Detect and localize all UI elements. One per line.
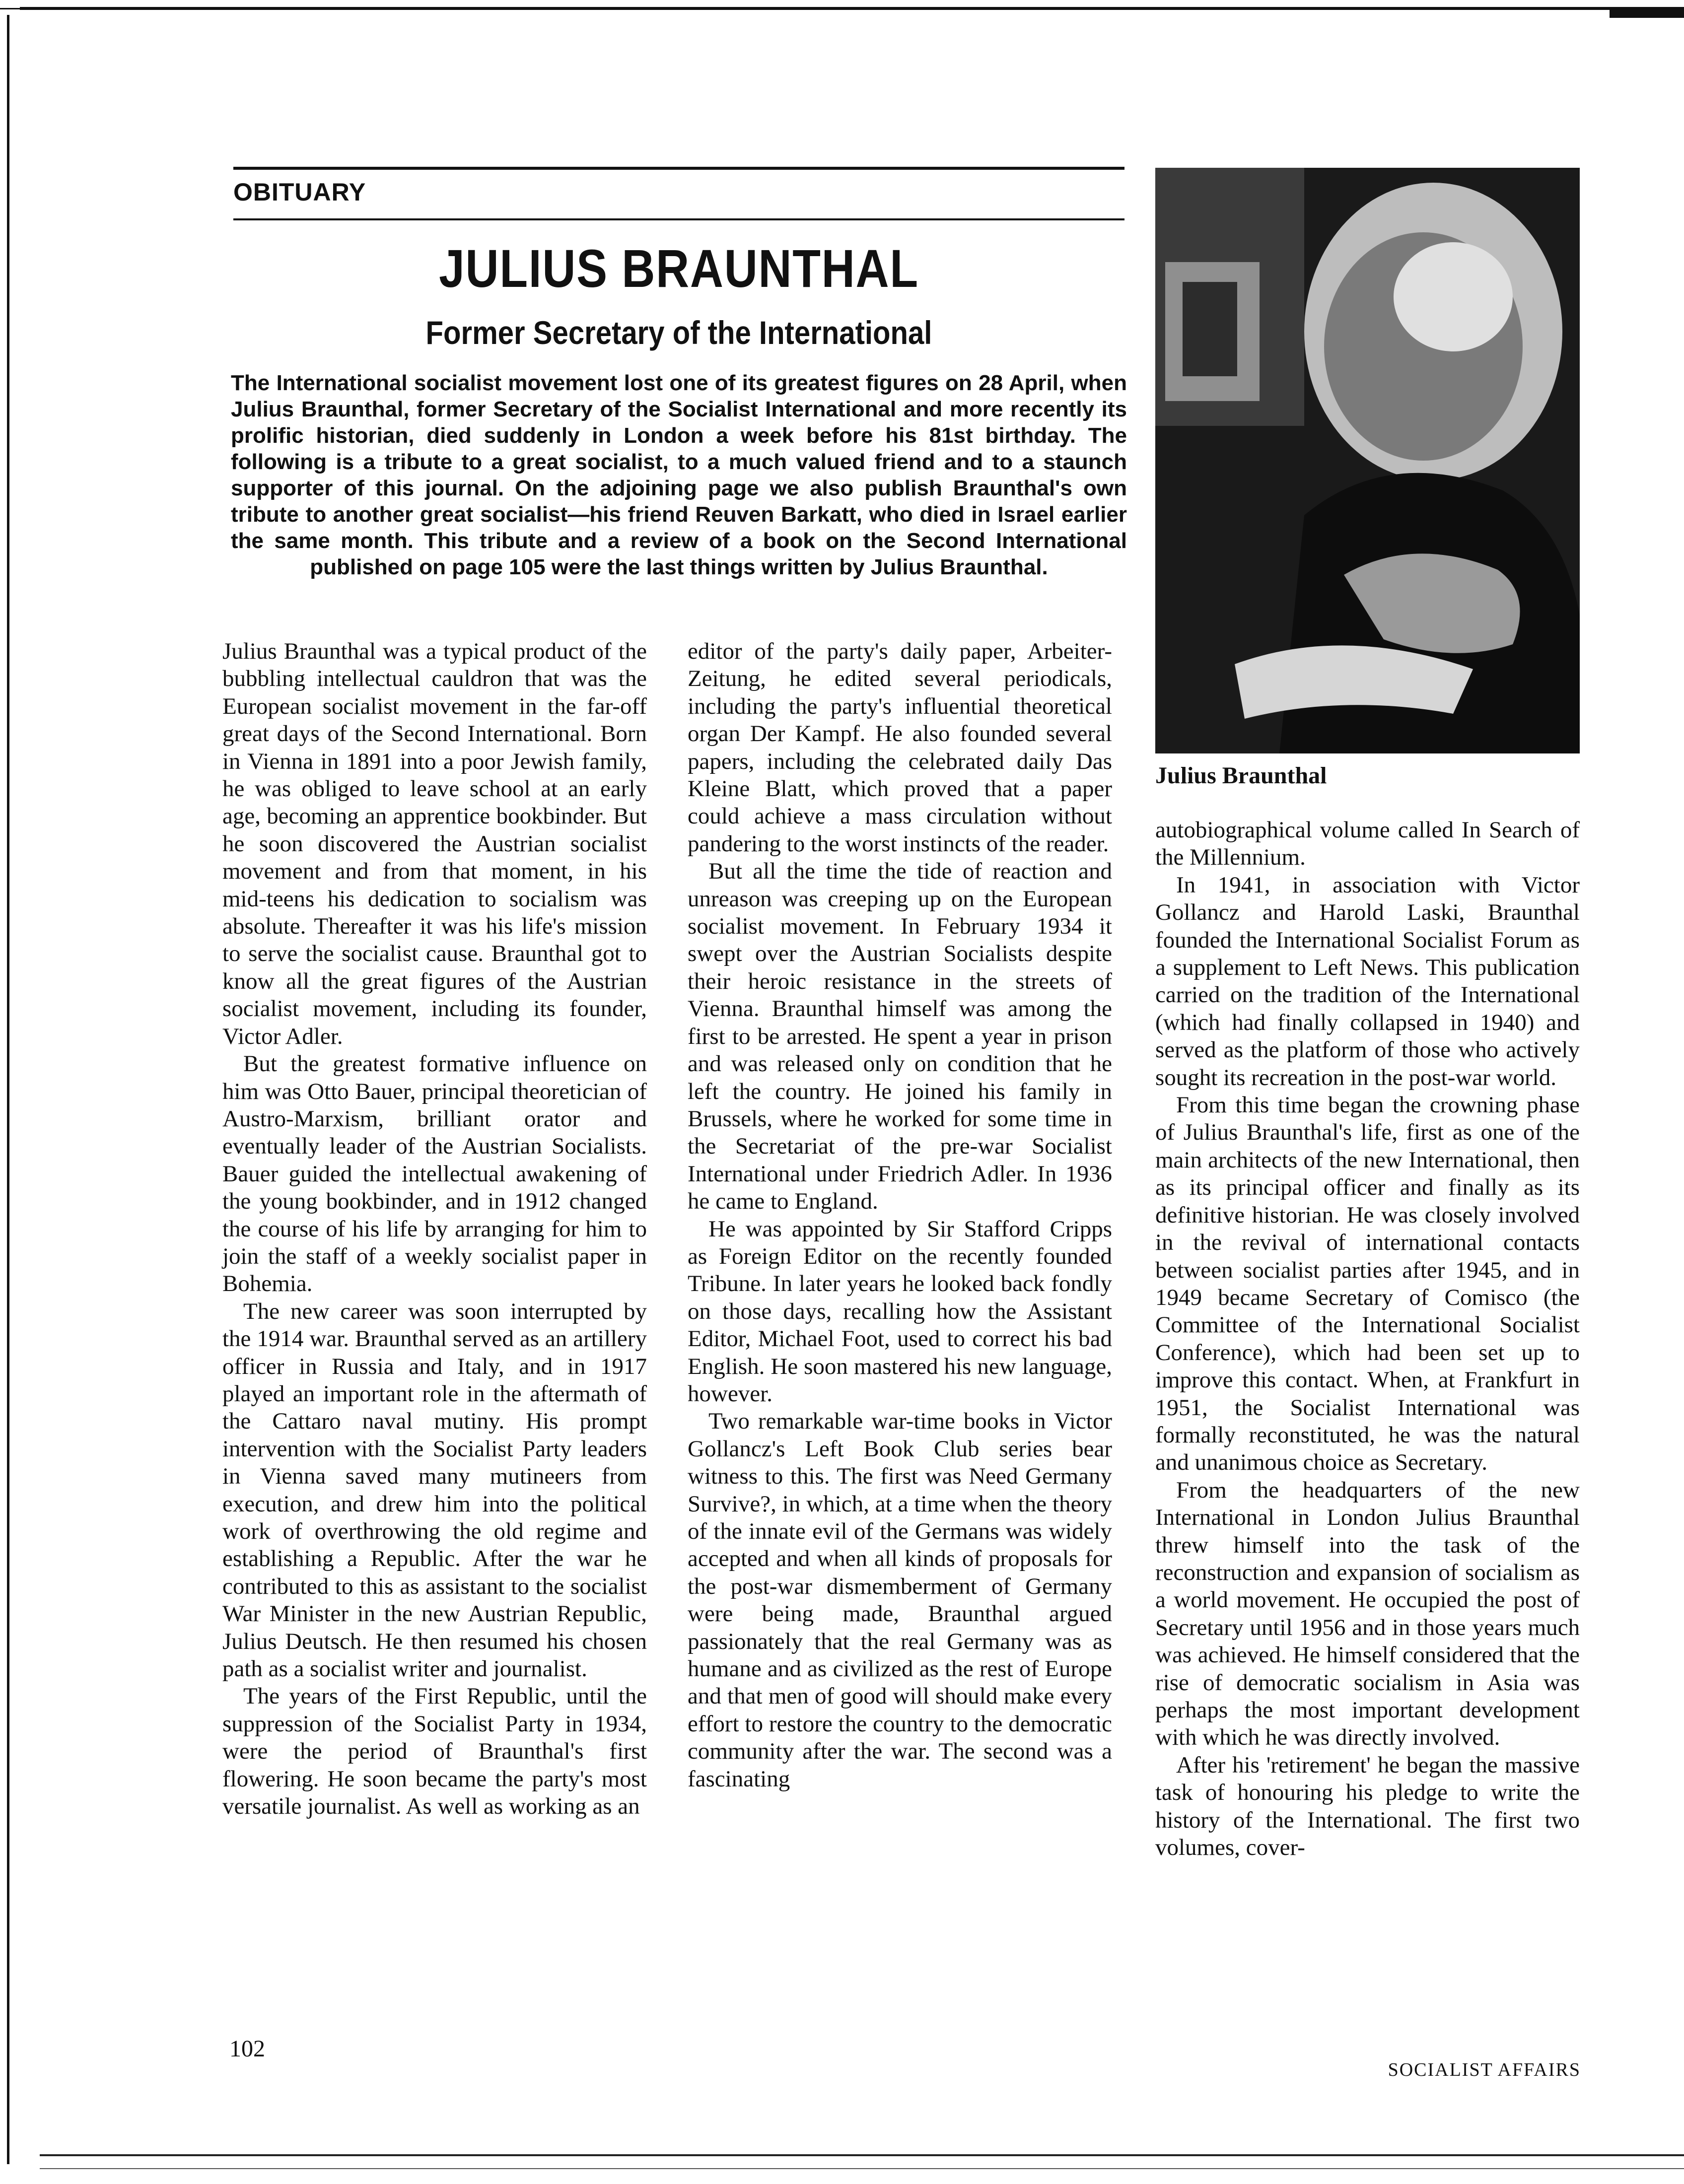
article-subtitle: Former Secretary of the International	[425, 314, 932, 351]
paragraph: But all the time the tide of reaction and unreason was creeping up on the European socialist movement. In February 1934 it swept over the Austrian Socialists despite their heroic resistance in the streets of Vienna. Braunthal himself was among the first to be arrested. He spent a year in prison and was released only on condition that he left the country. He joined his family in Brussels, where he worked for some time in the Secretariat of the pre-war Socialist International under Friedrich Adler. In 1936 he came to England.	[688, 858, 1112, 1215]
paragraph: editor of the party's daily paper, Arbeiter-Zeitung, he edited several periodicals, including the party's influential theoretical organ Der Kampf. He also founded several papers, including the celebrated daily Das Kleine Blatt, which proved that a paper could achieve a mass circulation without pandering to the worst instincts of the reader.	[688, 638, 1112, 857]
paragraph: The years of the First Republic, until the suppression of the Socialist Party in 1934, were the period of Braunthal's first flowering. He soon became the party's most versatile journalist. As well as working as an	[222, 1683, 647, 1820]
scan-left-border	[7, 15, 9, 2164]
paragraph: autobiographical volume called In Search of the Millennium.	[1155, 817, 1580, 871]
paragraph: The new career was soon interrupted by the 1914 war. Braunthal served as an artillery officer in Russia and Italy, and in 1917 played an important role in the aftermath of the Cattaro naval mutiny. His prompt intervention with the Socialist Party leaders in Vienna saved many mutineers from execution, and drew him into the political work of overthrowing the old regime and establishing a Republic. After the war he contributed to this as assistant to the socialist War Minister in the new Austrian Republic, Julius Deutsch. He then resumed his chosen path as a socialist writer and journalist.	[222, 1298, 647, 1682]
column-3	[1155, 817, 1580, 1861]
paragraph: In 1941, in association with Victor Gollancz and Harold Laski, Braunthal founded the International Socialist Forum as a supplement to Left News. This publication carried on the tradition of the International (which had finally collapsed in 1940) and served as the platform of those who actively sought its recreation in the post-war world.	[1155, 872, 1580, 1091]
photo-caption: Julius Braunthal	[1155, 762, 1327, 789]
section-label: OBITUARY	[233, 178, 366, 206]
paragraph: But the greatest formative influence on him was Otto Bauer, principal theoretician of Austro-Marxism, brilliant orator and eventually leader of the Austrian Socialists. Bauer guided the intellectual awakening of the young bookbinder, and in 1912 changed the course of his life by arranging for him to join the staff of a weekly socialist paper in Bohemia.	[222, 1051, 647, 1297]
scan-bottom-border-thin	[40, 2168, 1684, 2169]
intro-paragraph: The International socialist movement lost one of its greatest figures on 28 April, when Julius Braunthal, former Secretary of the Socialist International and more recently its prolific historian, died suddenly in London a week before his 81st birthday. The following is a tribute to a great socialist, to a much valued friend and to a staunch supporter of this journal. On the adjoining page we also publish Braunthal's own tribute to another great socialist—his friend Reuven Barkatt, who died in Israel earlier the same month. This tribute and a review of a book on the Second International published on page 105 were the last things written by Julius Braunthal.	[231, 371, 1127, 579]
paragraph: Two remarkable war-time books in Victor Gollancz's Left Book Club series bear witness to this. The first was Need Germany Survive?, in which, at a time when the theory of the innate evil of the Germans was widely accepted and when all kinds of proposals for the post-war dismemberment of Germany were being made, Braunthal argued passionately that the real Germany was as humane and as civilized as the rest of Europe and that men of good will should make every effort to restore the country to the democratic community after the war. The second was a fascinating	[688, 1408, 1112, 1792]
page-number: 102	[229, 2036, 265, 2062]
top-rule	[233, 167, 1124, 170]
paragraph: After his 'retirement' he began the massive task of honouring his pledge to write the history of the International. The first two volumes, cover-	[1155, 1752, 1580, 1861]
scan-top-border	[20, 7, 1684, 10]
section-rule	[233, 218, 1124, 220]
scan-top-corner	[1610, 7, 1684, 18]
scan-edge-tick	[0, 8, 20, 9]
portrait-image	[1155, 168, 1580, 753]
paragraph: From this time began the crowning phase of Julius Braunthal's life, first as one of the main architects of the new International, then as its principal officer and finally as its definitive historian. He was closely involved in the revival of international contacts between socialist parties after 1945, and in 1949 became Secretary of Comisco (the Committee of the International Socialist Conference), which had been set up to improve this contact. When, at Frankfurt in 1951, the Socialist International was formally reconstituted, he was the natural and unanimous choice as Secretary.	[1155, 1092, 1580, 1476]
column-1	[222, 638, 647, 1820]
article-title: JULIUS BRAUNTHAL	[439, 238, 919, 298]
paragraph: He was appointed by Sir Stafford Cripps as Foreign Editor on the recently founded Tribune. In later years he looked back fondly on those days, recalling how the Assistant Editor, Michael Foot, used to correct his bad English. He soon mastered his new language, however.	[688, 1216, 1112, 1407]
scan-bottom-border	[40, 2154, 1684, 2156]
portrait-photo	[1155, 168, 1580, 753]
column-2	[688, 638, 1112, 1793]
journal-name: SOCIALIST AFFAIRS	[1388, 2059, 1581, 2080]
paragraph: From the headquarters of the new International in London Julius Braunthal threw himself into the task of the reconstruction and expansion of socialism as a world movement. He occupied the post of Secretary until 1956 and in those years much was achieved. He himself considered that the rise of democratic socialism in Asia was perhaps the most important development with which he was directly involved.	[1155, 1477, 1580, 1751]
paragraph: Julius Braunthal was a typical product of the bubbling intellectual cauldron that was the European socialist movement in the far-off great days of the Second International. Born in Vienna in 1891 into a poor Jewish family, he was obliged to leave school at an early age, becoming an apprentice bookbinder. But he soon discovered the Austrian socialist movement and from that moment, in his mid-teens his dedication to socialism was absolute. Thereafter it was his life's mission to serve the socialist cause. Braunthal got to know all the great figures of the Austrian socialist movement, including its founder, Victor Adler.	[222, 638, 647, 1049]
